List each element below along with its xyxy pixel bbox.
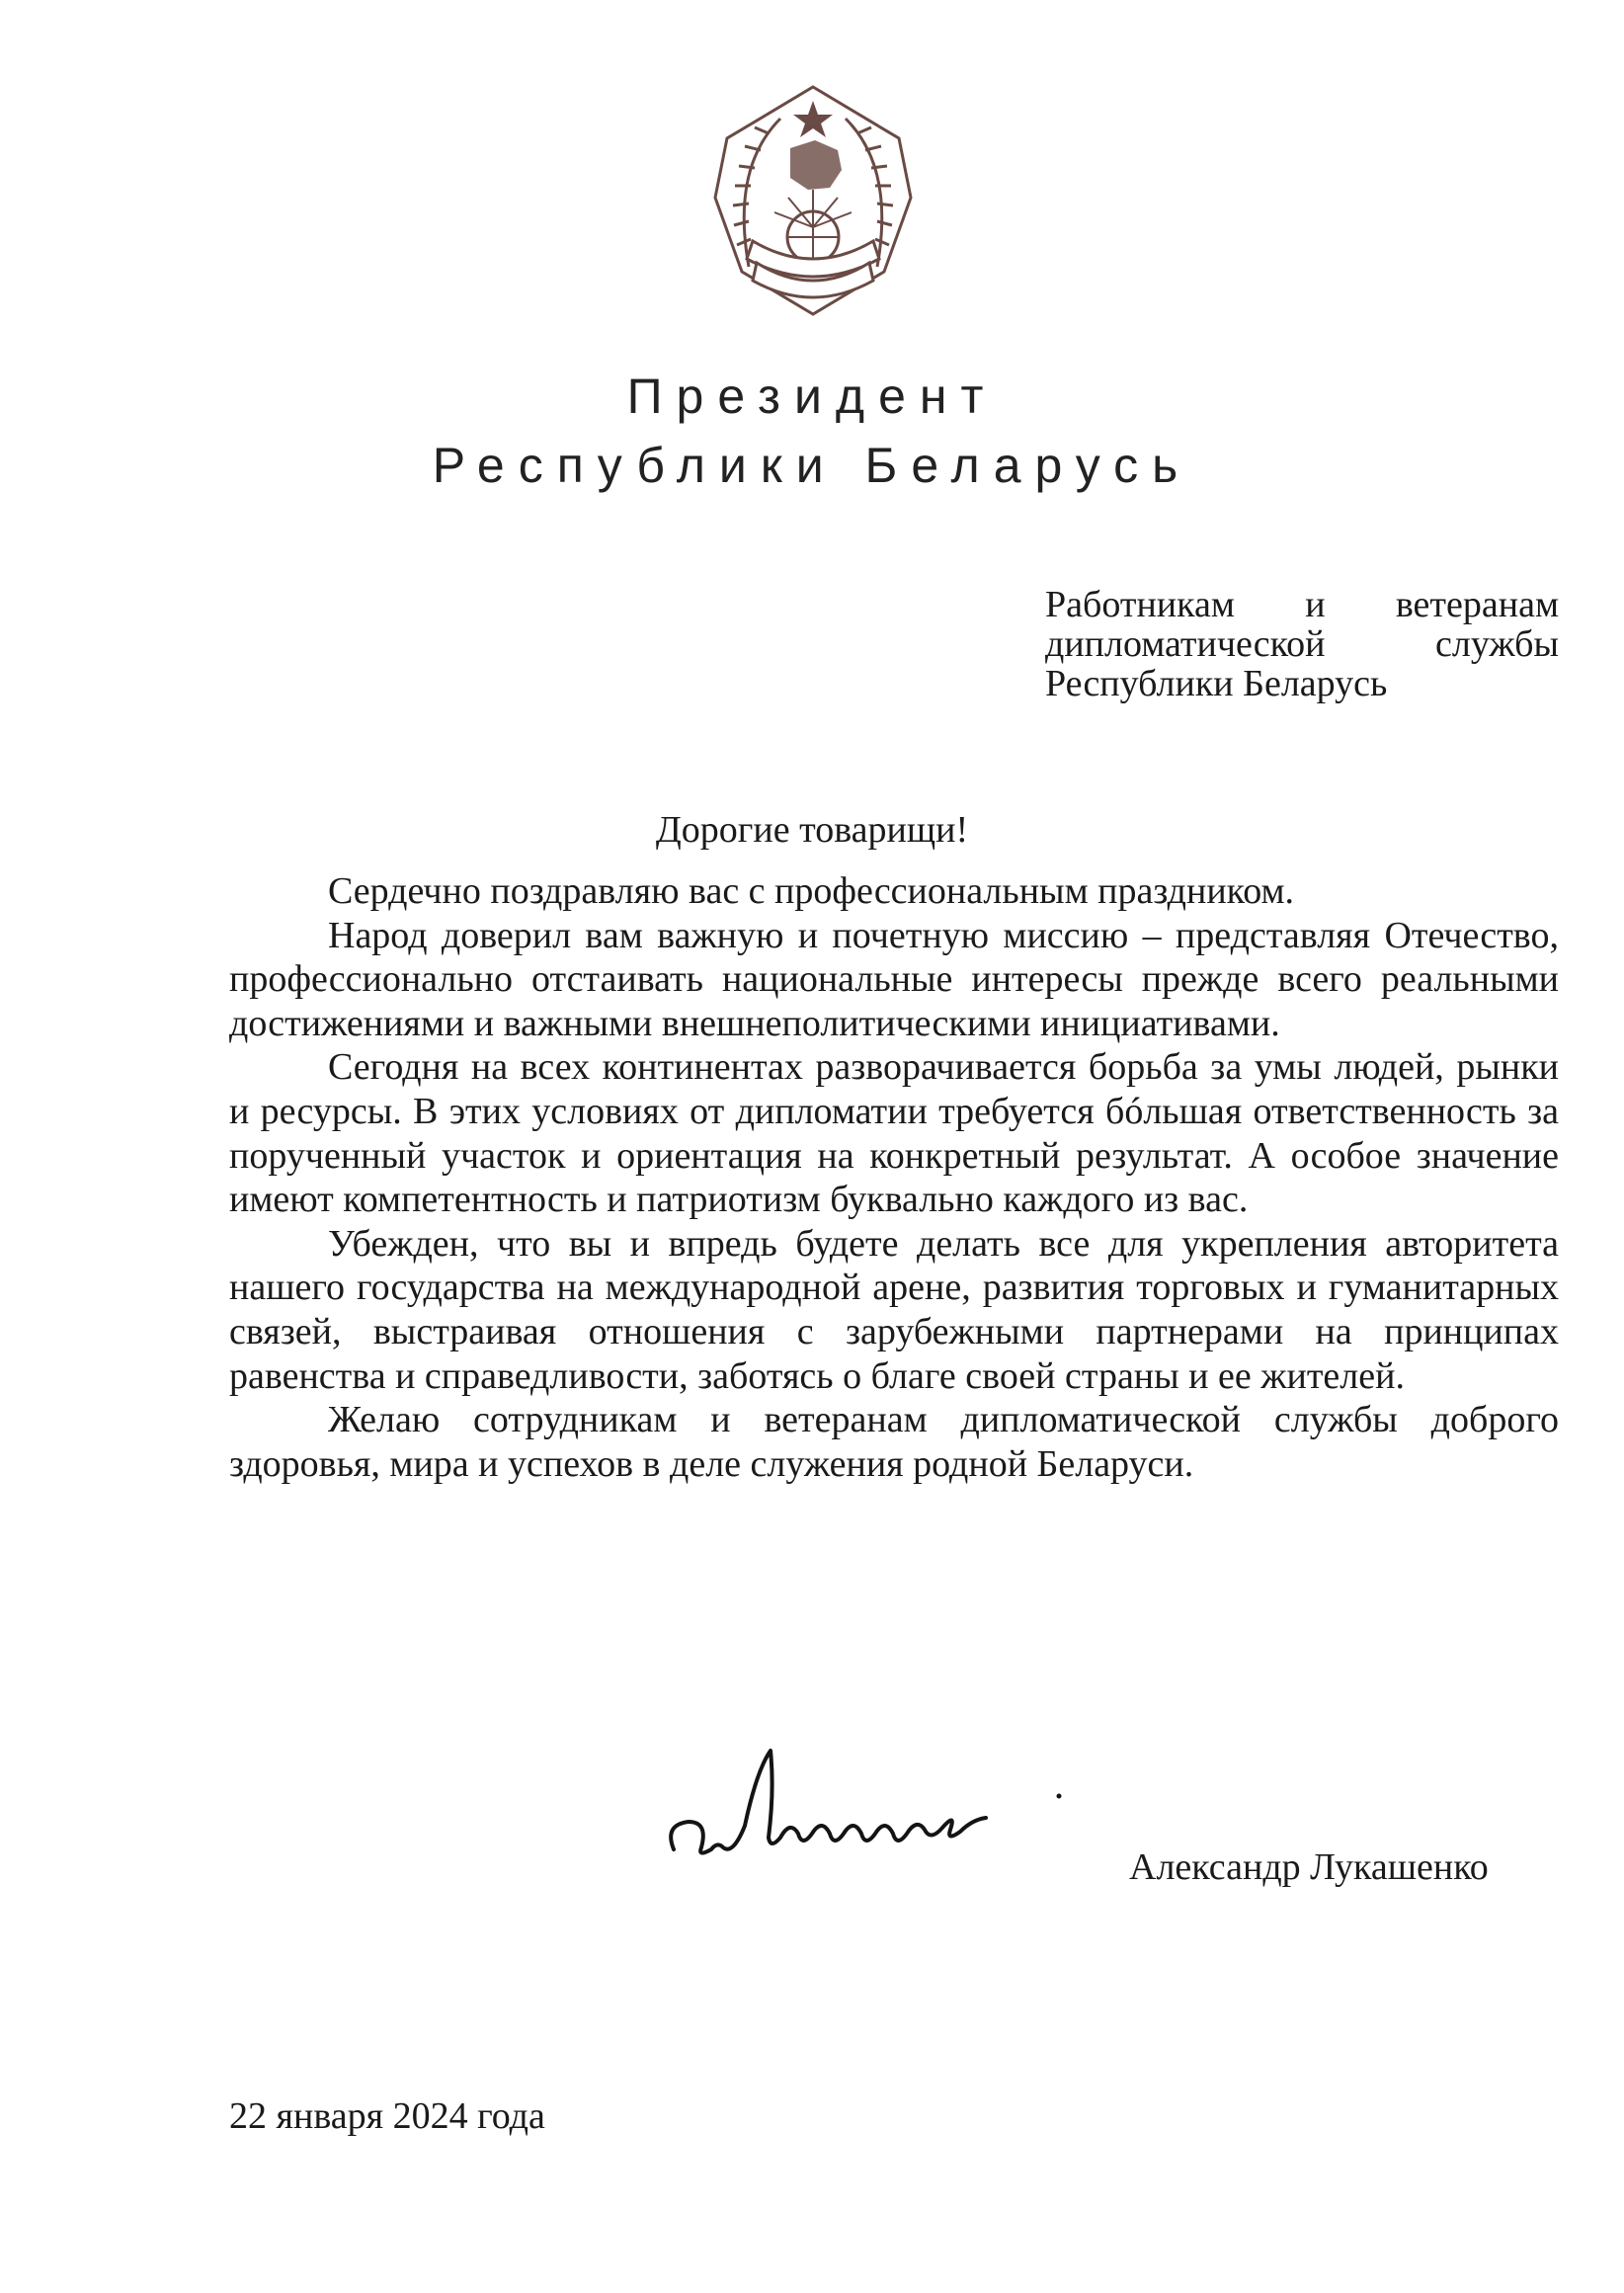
paragraph: Убежден, что вы и впредь будете делать все для укрепления авторитета нашего государства на международной арене, развития торговых и гуманитарных связей, выстраивая отношения с зарубежными партнерами на принципах равенства и справедливости, заботясь о благе своей страны и ее жителей. [229,1222,1559,1397]
letter-body [229,869,1559,1486]
handwritten-signature [654,1731,1089,1879]
addressee-line: Работникам и ветеранам [1045,584,1559,625]
addressee-line: Республики Беларусь [1045,663,1388,704]
paragraph: Народ доверил вам важную и почетную миссию – представляя Отечество, профессионально отстаивать национальные интересы прежде всего реальными достижениями и важными внешнеполитическими инициативами. [229,914,1559,1044]
title-republic: Республики Беларусь [432,438,1192,493]
salutation: Дорогие товарищи! [655,809,969,851]
state-emblem-icon [691,79,934,322]
addressee-line: дипломатической службы [1045,623,1559,665]
paragraph: Сердечно поздравляю вас с профессиональным праздником. [328,870,1295,912]
title-president: Президент [626,369,998,424]
paragraph: Сегодня на всех континентах разворачивается борьба за умы людей, рынки и ресурсы. В этих условиях от дипломатии требуется бóльшая ответственность за порученный участок и ориентация на конкретный результат. А особое значение имеют компетентность и патриотизм буквально каждого из вас. [229,1046,1559,1221]
signer-name: Александр Лукашенко [1129,1846,1489,1888]
paragraph: Желаю сотрудникам и ветеранам дипломатической службы доброго здоровья, мира и успехов в деле служения родной Беларуси. [229,1399,1559,1485]
addressee-block [1045,585,1559,703]
letter-date: 22 января 2024 года [229,2095,545,2137]
